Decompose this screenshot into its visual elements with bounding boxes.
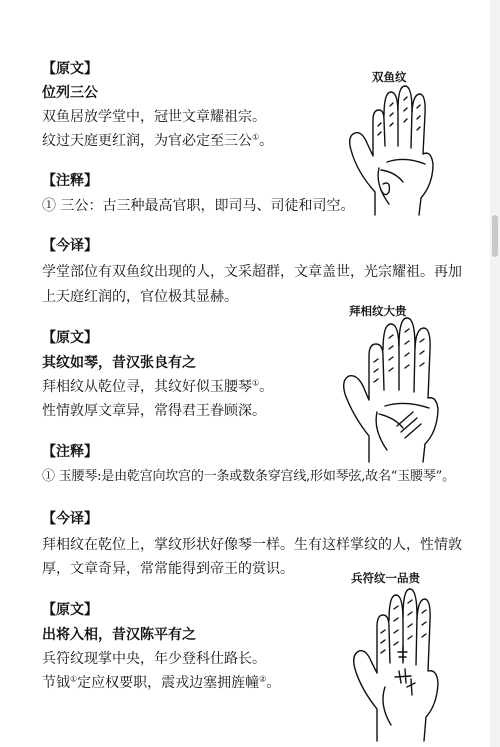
section1-verse-line2 — [42, 131, 273, 151]
palm-figure-military-tally — [349, 583, 449, 743]
section2-note: ① 玉腰琴:是由乾宫向坎宫的一条或数条穿宫线,形如琴弦,故名“玉腰琴”。 — [42, 469, 455, 484]
section1-subtitle: 位列三公 — [42, 85, 98, 101]
section3-verse-line2-end: 。 — [266, 675, 281, 691]
section2-translation-heading: 【今译】 — [42, 511, 98, 527]
footnote-marker: ① — [252, 132, 260, 142]
section2-note-heading: 【注释】 — [42, 444, 98, 460]
footnote-marker: ② — [259, 674, 267, 684]
section2-verse-line1-text: 拜相纹从乾位寻，其纹好似玉腰琴 — [42, 379, 252, 395]
section3-verse-line2-part1: 节钺 — [42, 675, 70, 691]
footnote-marker: ① — [252, 378, 260, 388]
section1-note-heading: 【注释】 — [42, 173, 98, 189]
palm-figure-prime-minister — [339, 314, 451, 466]
section1-heading: 【原文】 — [42, 61, 98, 77]
section2-verse-line1 — [42, 377, 273, 397]
section1-verse-line2-text: 纹过天庭更红润，为官必定至三公 — [42, 133, 252, 149]
figure3-caption: 兵符纹一品贵 — [351, 571, 420, 585]
scrollbar-thumb[interactable] — [492, 215, 498, 257]
section3-subtitle: 出将入相，昔汉陈平有之 — [42, 627, 196, 643]
vertical-scrollbar[interactable] — [490, 0, 500, 747]
section1-translation-line2: 上天庭红润的，官位极其显赫。 — [42, 289, 238, 305]
figure1-caption: 双鱼纹 — [372, 70, 407, 84]
section1-verse-line2-end: 。 — [259, 133, 274, 149]
figure2-caption: 拜相纹大贵 — [349, 304, 407, 318]
section1-note: ① 三公：古三种最高官职，即司马、司徒和司空。 — [42, 198, 355, 214]
section2-heading: 【原文】 — [42, 330, 98, 346]
section2-translation-line2: 厚，文章奇异，常常能得到帝王的赏识。 — [42, 561, 294, 577]
section3-heading: 【原文】 — [42, 602, 98, 618]
section2-verse-line2: 性情敦厚文章异，常得君王眷顾深。 — [42, 403, 266, 419]
section2-subtitle: 其纹如琴，昔汉张良有之 — [42, 355, 196, 371]
section2-translation-line1: 拜相纹在乾位上，掌纹形状好像琴一样。生有这样掌纹的人，性情敦 — [42, 537, 462, 553]
section3-verse-line1: 兵符纹现掌中央，年少登科仕路长。 — [42, 651, 266, 667]
section3-verse-line2 — [42, 673, 280, 693]
section1-translation-line1: 学堂部位有双鱼纹出现的人，文采超群，文章盖世，光宗耀祖。再加 — [42, 264, 462, 280]
section1-translation-heading: 【今译】 — [42, 238, 98, 254]
footnote-marker: ① — [70, 674, 78, 684]
section3-verse-line2-part2: 定应权要职，震戎边塞拥旌幢 — [77, 675, 260, 691]
section1-verse-line1: 双鱼居放学堂中，冠世文章耀祖宗。 — [42, 109, 266, 125]
section2-verse-line1-end: 。 — [259, 379, 274, 395]
palm-figure-double-fish — [345, 80, 445, 220]
